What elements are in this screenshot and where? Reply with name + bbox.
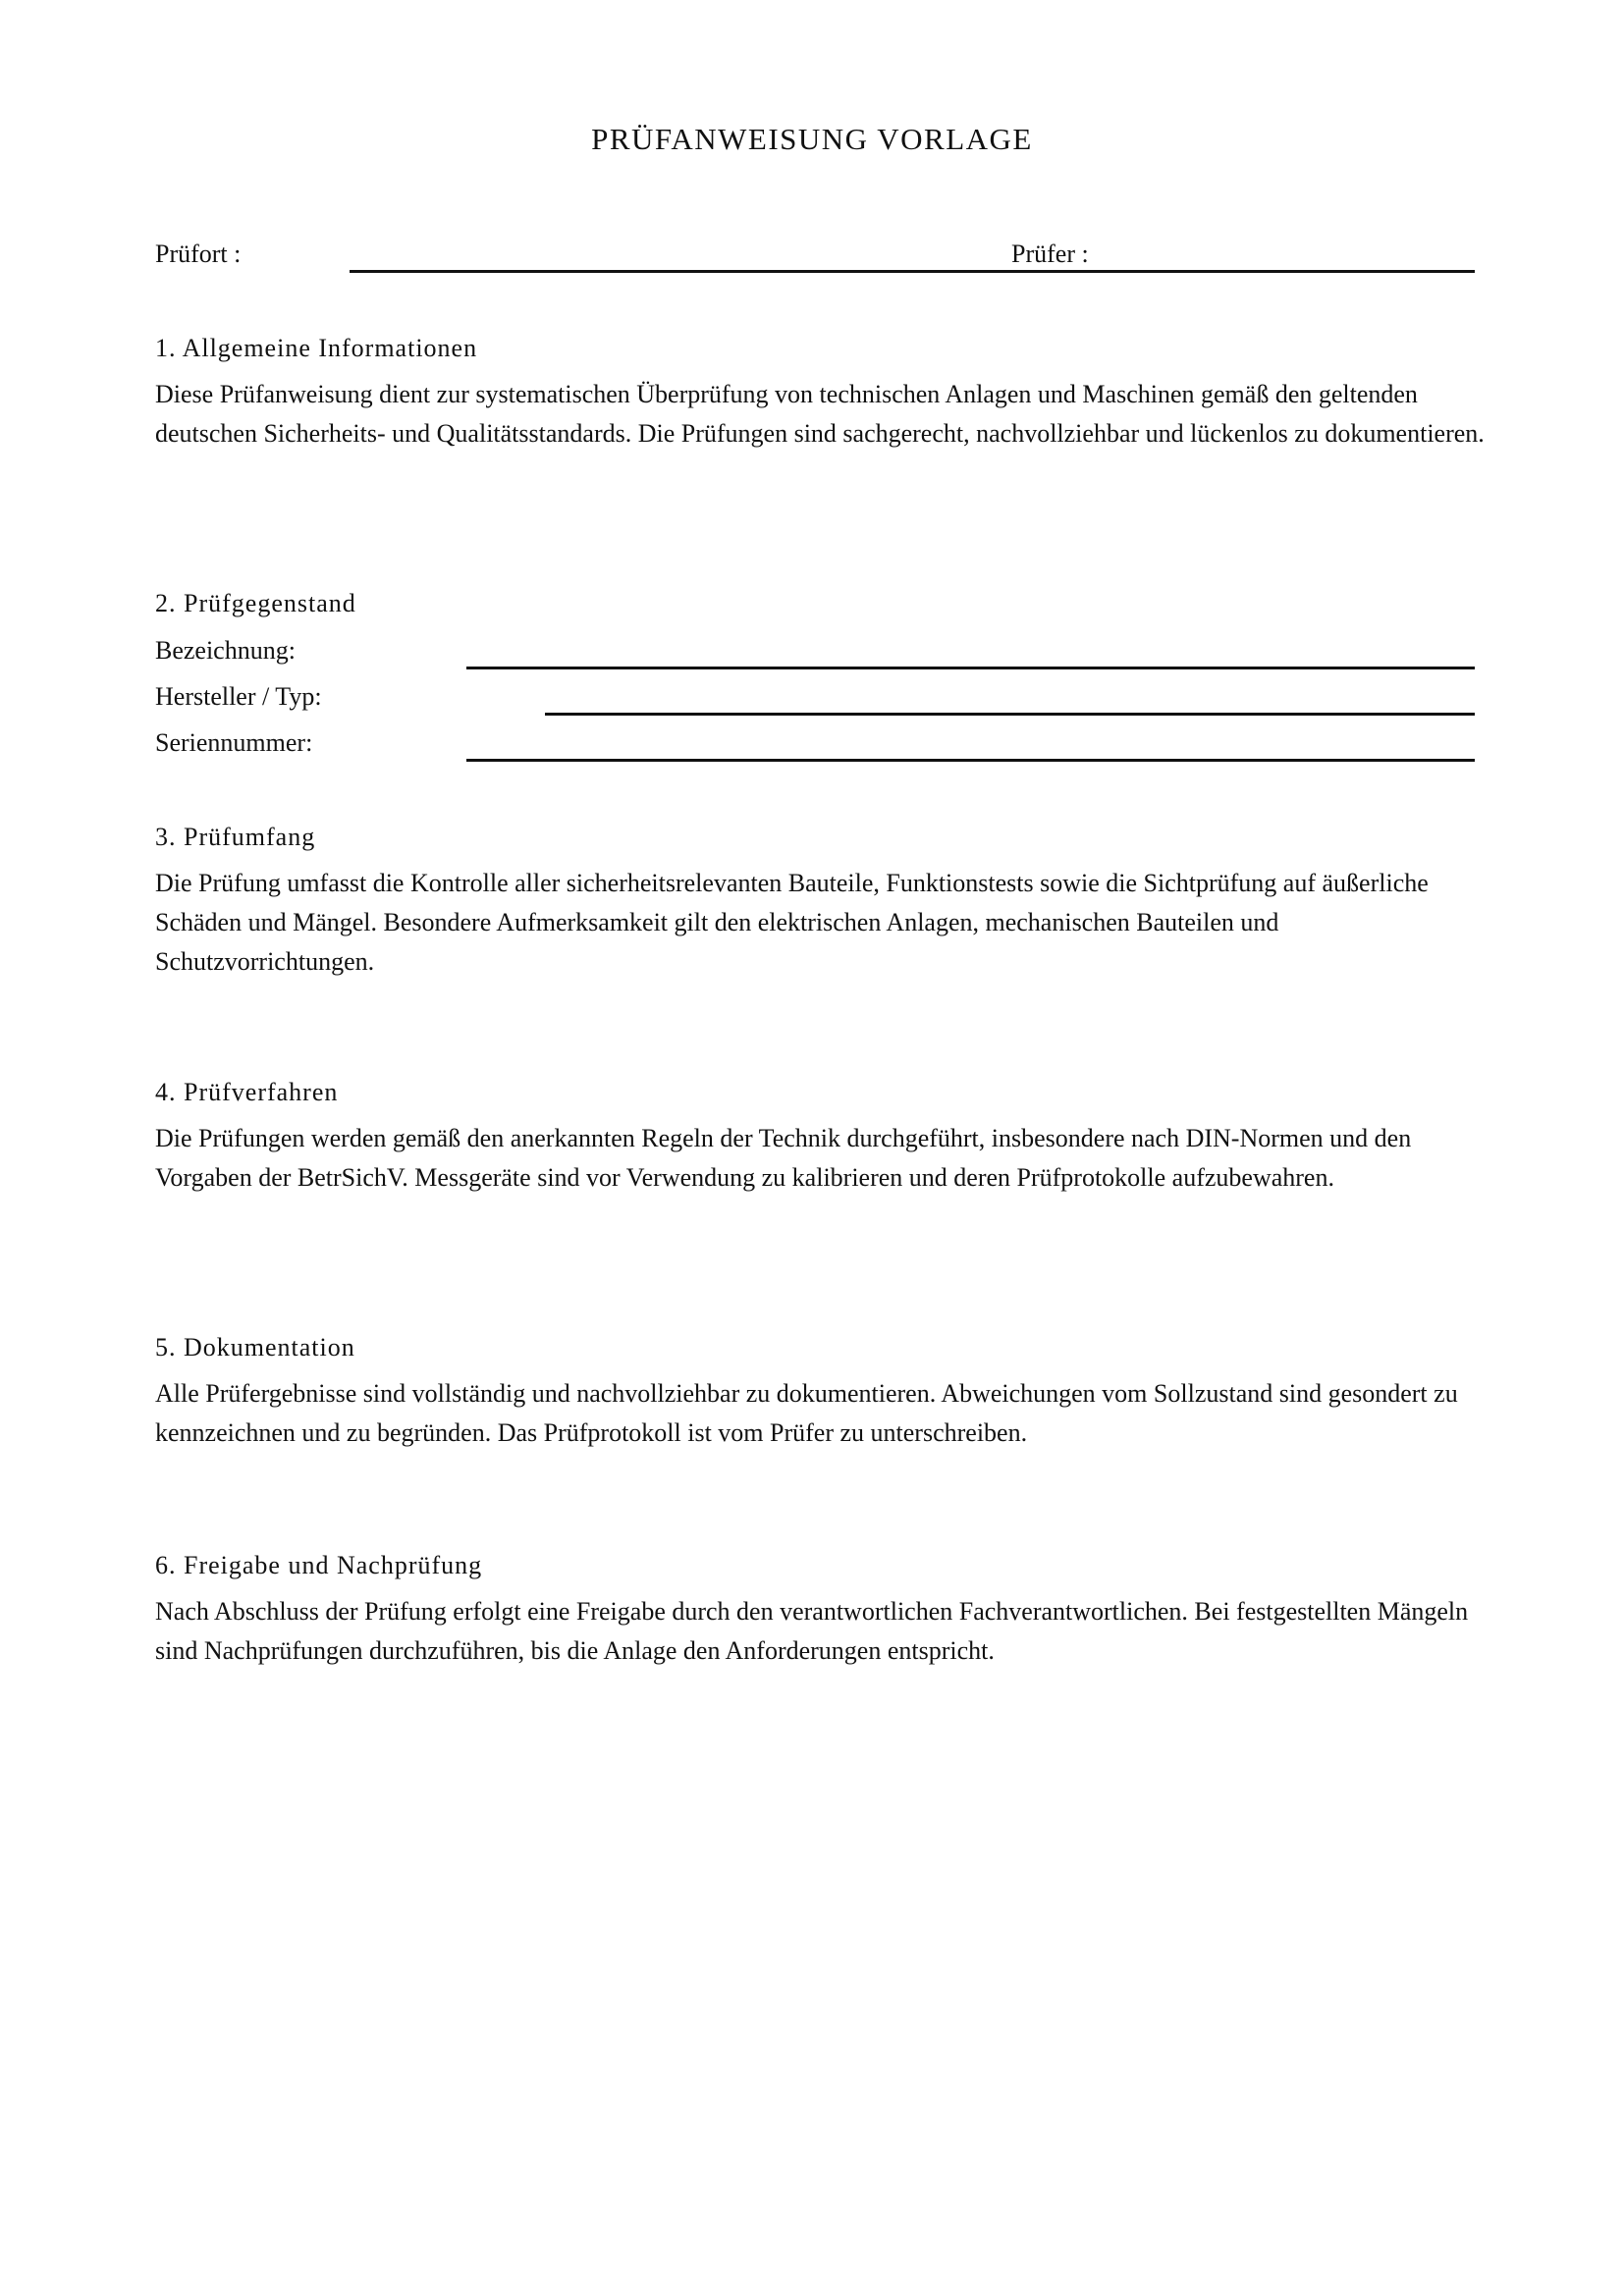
section-body-pruefumfang: Die Prüfung umfasst die Kontrolle aller sicherheitsrelevanten Bauteile, Funktionstests sowie die Sichtprüfung auf äußerliche Schäden und Mängel. Besondere Aufmerksamkeit gilt den elektrischen Anlagen, mechanischen Bauteilen und Schutzvorrichtungen. [155,869,1429,976]
section-heading-pruefumfang: 3. Prüfumfang [155,823,316,851]
section-body-dokumentation: Alle Prüfergebnisse sind vollständig und nachvollziehbar zu dokumentieren. Abweichungen vom Sollzustand sind gesondert zu kennzeichnen und zu begründen. Das Prüfprotokoll ist vom Prüfer zu unterschreiben. [155,1379,1458,1447]
section-heading-allgemeine-informationen: 1. Allgemeine Informationen [155,334,478,362]
section-heading-pruefgegenstand: 2. Prüfgegenstand [155,589,356,617]
field-label-hersteller-typ: Hersteller / Typ: [155,682,322,711]
section-heading-pruefverfahren: 4. Prüfverfahren [155,1078,339,1106]
document-title: PRÜFANWEISUNG VORLAGE [591,122,1033,156]
section-body-allgemeine-informationen: Diese Prüfanweisung dient zur systematischen Überprüfung von technischen Anlagen und Maschinen gemäß den geltenden deutschen Sicherheits- und Qualitätsstandards. Die Prüfungen sind sachgerecht, nachvollziehbar und lückenlos zu dokumentieren. [155,380,1485,448]
section-heading-dokumentation: 5. Dokumentation [155,1333,355,1362]
field-line-hersteller-typ[interactable] [545,713,1475,716]
field-line-seriennummer[interactable] [466,759,1475,762]
field-line-bezeichnung[interactable] [466,667,1475,669]
pruefer-label: Prüfer : [1011,240,1089,268]
pruefort-label: Prüfort : [155,240,242,268]
section-body-freigabe-nachpruefung: Nach Abschluss der Prüfung erfolgt eine Freigabe durch den verantwortlichen Fachverantwortlichen. Bei festgestellten Mängeln sind Nachprüfungen durchzuführen, bis die Anlage den Anforderungen entspricht. [155,1597,1469,1665]
section-heading-freigabe-nachpruefung: 6. Freigabe und Nachprüfung [155,1551,483,1579]
pruefort-pruefer-line[interactable] [350,270,1475,273]
section-body-pruefverfahren: Die Prüfungen werden gemäß den anerkannten Regeln der Technik durchgeführt, insbesondere nach DIN-Normen und den Vorgaben der BetrSichV. Messgeräte sind vor Verwendung zu kalibrieren und deren Prüfprotokolle aufzubewahren. [155,1124,1412,1192]
field-label-seriennummer: Seriennummer: [155,728,313,757]
field-label-bezeichnung: Bezeichnung: [155,636,296,665]
